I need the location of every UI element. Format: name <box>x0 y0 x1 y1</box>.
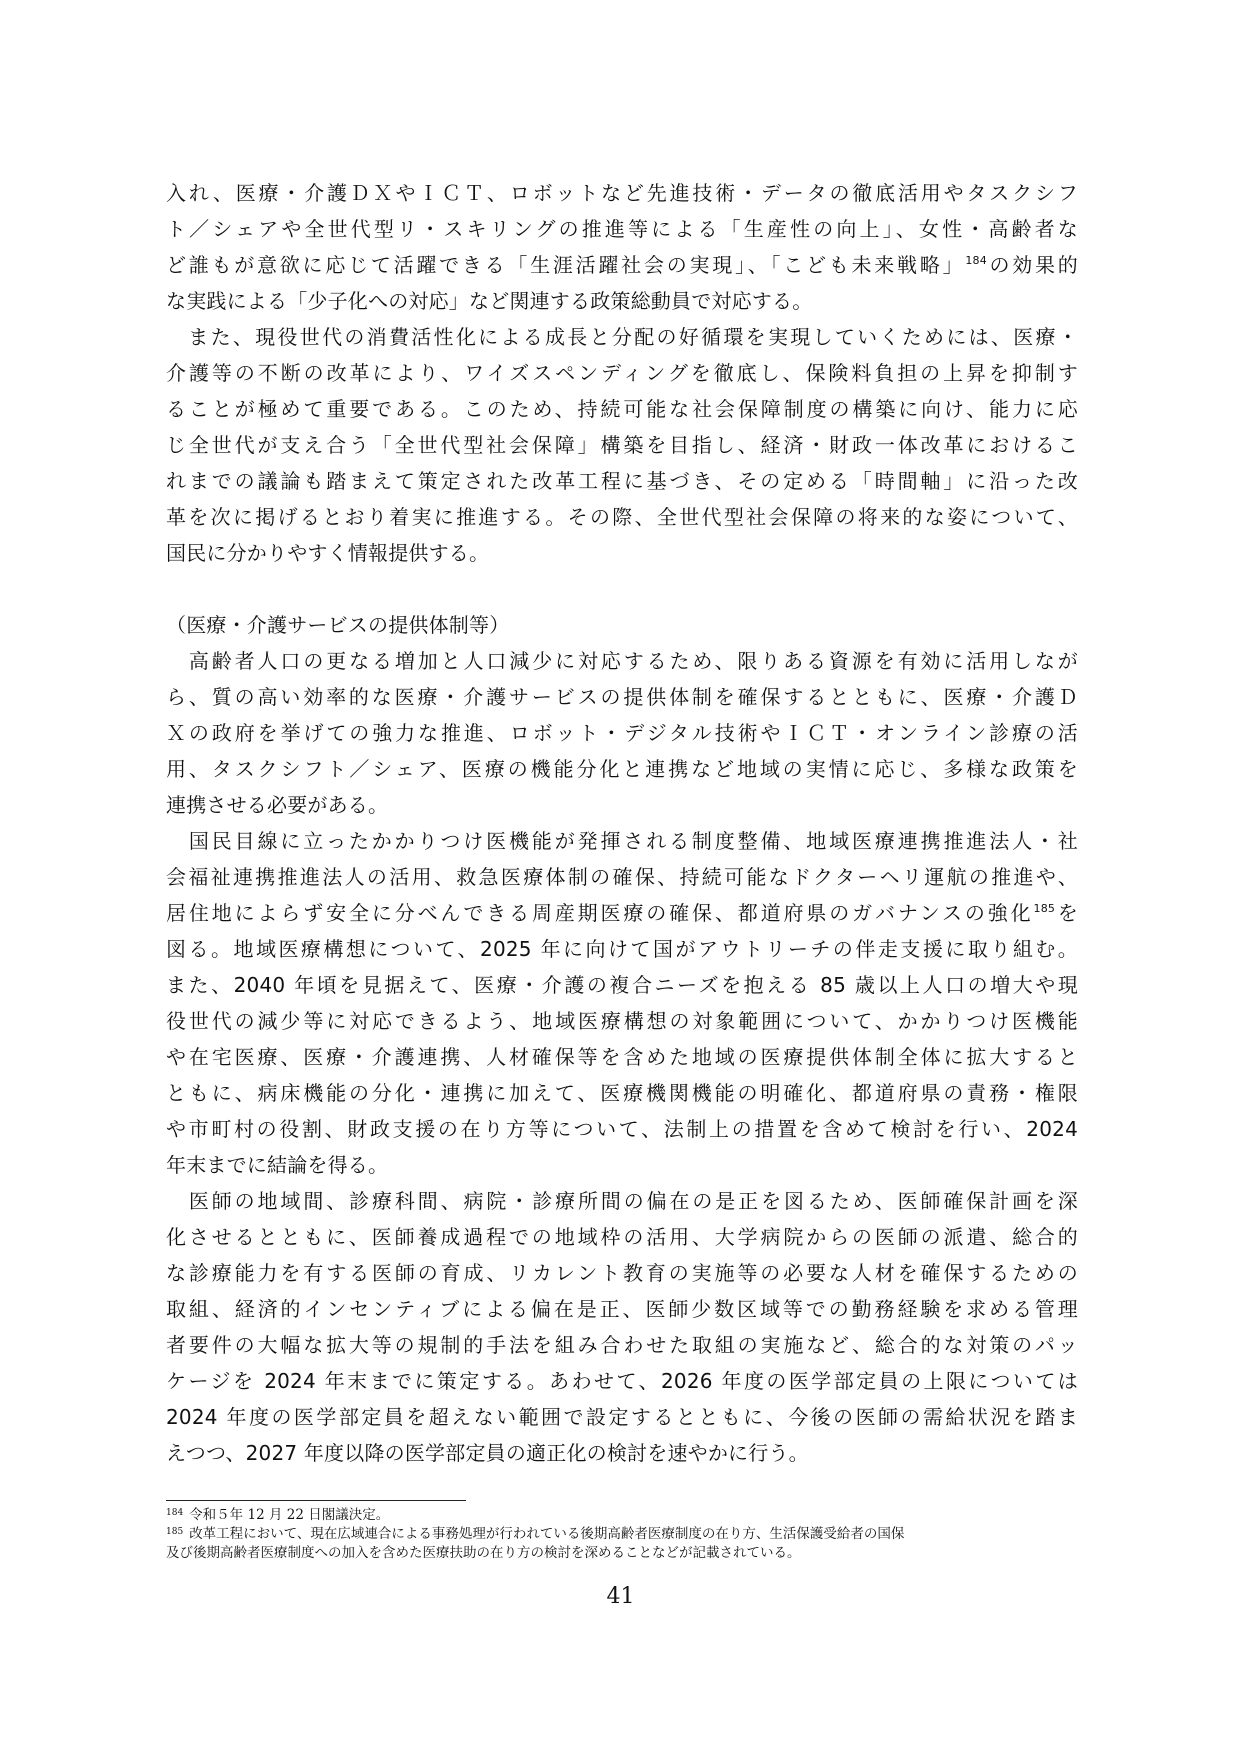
document-body <box>166 175 1078 1471</box>
footnote-text: 改革工程において、現在広域連合による事務処理が行われている後期高齢者医療制度の在り方、生活保護受給者の国保 <box>189 1526 905 1542</box>
text-line: 入れ、医療・介護ＤＸやＩＣＴ、ロボットなど先進技術・データの徹底活用やタスクシフ <box>166 181 1078 205</box>
footnote-text: 令和５年 12 月 22 日閣議決定。 <box>189 1507 390 1523</box>
section-heading: （医療・介護サービスの提供体制等） <box>166 613 510 637</box>
text-line: 国民目線に立ったかかりつけ医機能が発揮される制度整備、地域医療連携推進法人・社 <box>166 829 1078 853</box>
footnote-185 <box>166 1526 1078 1545</box>
text-span: の効果的 <box>986 253 1078 277</box>
footnotes <box>166 1500 1078 1562</box>
text-span: ど誰もが意欲に応じて活躍できる「生涯活躍社会の実現」、「こども未来戦略」 <box>166 253 966 277</box>
text-line: 介護等の不断の改革により、ワイズスペンディングを徹底し、保険料負担の上昇を抑制す <box>166 361 1078 385</box>
text-line: Ｘの政府を挙げての強力な推進、ロボット・デジタル技術やＩＣＴ・オンライン診療の活 <box>166 721 1078 745</box>
paragraph-2 <box>166 319 1078 571</box>
paragraph-3 <box>166 643 1078 823</box>
text-line: 用、タスクシフト／シェア、医療の機能分化と連携など地域の実情に応じ、多様な政策を <box>166 757 1078 781</box>
text-line: ケージを 2024 年末までに策定する。あわせて、2026 年度の医学部定員の上限については <box>166 1369 1078 1393</box>
text-line: 会福祉連携推進法人の活用、救急医療体制の確保、持続可能なドクターヘリ運航の推進や、 <box>166 865 1078 889</box>
text-span: を <box>1055 901 1078 925</box>
text-line: な実践による「少子化への対応」など関連する政策総動員で対応する。 <box>166 289 813 313</box>
footnote-184 <box>166 1507 1078 1526</box>
footnote-ref-185[interactable]: 185 <box>1033 902 1056 915</box>
text-line: 国民に分かりやすく情報提供する。 <box>166 541 490 565</box>
text-line: 者要件の大幅な拡大等の規制的手法を組み合わせた取組の実施など、総合的な対策のパッ <box>166 1333 1078 1357</box>
text-line: また、2040 年頃を見据えて、医療・介護の複合ニーズを抱える 85 歳以上人口の増大や現 <box>166 973 1078 997</box>
text-line: ることが極めて重要である。このため、持続可能な社会保障制度の構築に向け、能力に応 <box>166 397 1078 421</box>
footnote-divider <box>166 1500 466 1501</box>
text-line: 役世代の減少等に対応できるよう、地域医療構想の対象範囲について、かかりつけ医機能 <box>166 1009 1078 1033</box>
paragraph-5 <box>166 1183 1078 1471</box>
text-line <box>166 895 1078 931</box>
text-line: 医師の地域間、診療科間、病院・診療所間の偏在の是正を図るため、医師確保計画を深 <box>166 1189 1078 1213</box>
text-line: 取組、経済的インセンティブによる偏在是正、医師少数区域等での勤務経験を求める管理 <box>166 1297 1078 1321</box>
text-line: 化させるとともに、医師養成過程での地域枠の活用、大学病院からの医師の派遣、総合的 <box>166 1225 1078 1249</box>
footnote-ref-184[interactable]: 184 <box>965 254 987 267</box>
text-line: な診療能力を有する医師の育成、リカレント教育の実施等の必要な人材を確保するための <box>166 1261 1078 1285</box>
text-line: えつつ、2027 年度以降の医学部定員の適正化の検討を速やかに行う。 <box>166 1441 809 1465</box>
footnote-number: 184 <box>166 1508 184 1518</box>
text-line: や市町村の役割、財政支援の在り方等について、法制上の措置を含めて検討を行い、2024 <box>166 1117 1078 1141</box>
text-line: 革を次に掲げるとおり着実に推進する。その際、全世代型社会保障の将来的な姿について、 <box>166 505 1078 529</box>
text-line: 図る。地域医療構想について、2025 年に向けて国がアウトリーチの伴走支援に取り組む。 <box>166 937 1078 961</box>
text-line: また、現役世代の消費活性化による成長と分配の好循環を実現していくためには、医療・ <box>166 325 1078 349</box>
text-line: 高齢者人口の更なる増加と人口減少に対応するため、限りある資源を有効に活用しなが <box>166 649 1078 673</box>
text-line: れまでの議論も踏まえて策定された改革工程に基づき、その定める「時間軸」に沿った改 <box>166 469 1078 493</box>
text-line: じ全世代が支え合う「全世代型社会保障」構築を目指し、経済・財政一体改革におけるこ <box>166 433 1078 457</box>
page-number: 41 <box>606 1584 635 1609</box>
text-line: ト／シェアや全世代型リ・スキリングの推進等による「生産性の向上」、女性・高齢者な <box>166 217 1078 241</box>
footnote-185-continuation: 及び後期高齢者医療制度への加入を含めた医療扶助の在り方の検討を深めることなどが記載されている。 <box>166 1545 801 1561</box>
paragraph-4 <box>166 823 1078 1183</box>
text-line: 2024 年度の医学部定員を超えない範囲で設定するとともに、今後の医師の需給状況を踏ま <box>166 1405 1078 1429</box>
footnote-number: 185 <box>166 1527 184 1537</box>
paragraph-1 <box>166 175 1078 319</box>
text-line: ら、質の高い効率的な医療・介護サービスの提供体制を確保するとともに、医療・介護Ｄ <box>166 685 1078 709</box>
text-line: や在宅医療、医療・介護連携、人材確保等を含めた地域の医療提供体制全体に拡大すると <box>166 1045 1078 1069</box>
text-line <box>166 247 1078 283</box>
text-span: 居住地によらず安全に分べんできる周産期医療の確保、都道府県のガバナンスの強化 <box>166 901 1034 925</box>
text-line: ともに、病床機能の分化・連携に加えて、医療機関機能の明確化、都道府県の責務・権限 <box>166 1081 1078 1105</box>
spacer <box>166 571 1078 607</box>
text-line: 年末までに結論を得る。 <box>166 1153 389 1177</box>
text-line: 連携させる必要がある。 <box>166 793 389 817</box>
